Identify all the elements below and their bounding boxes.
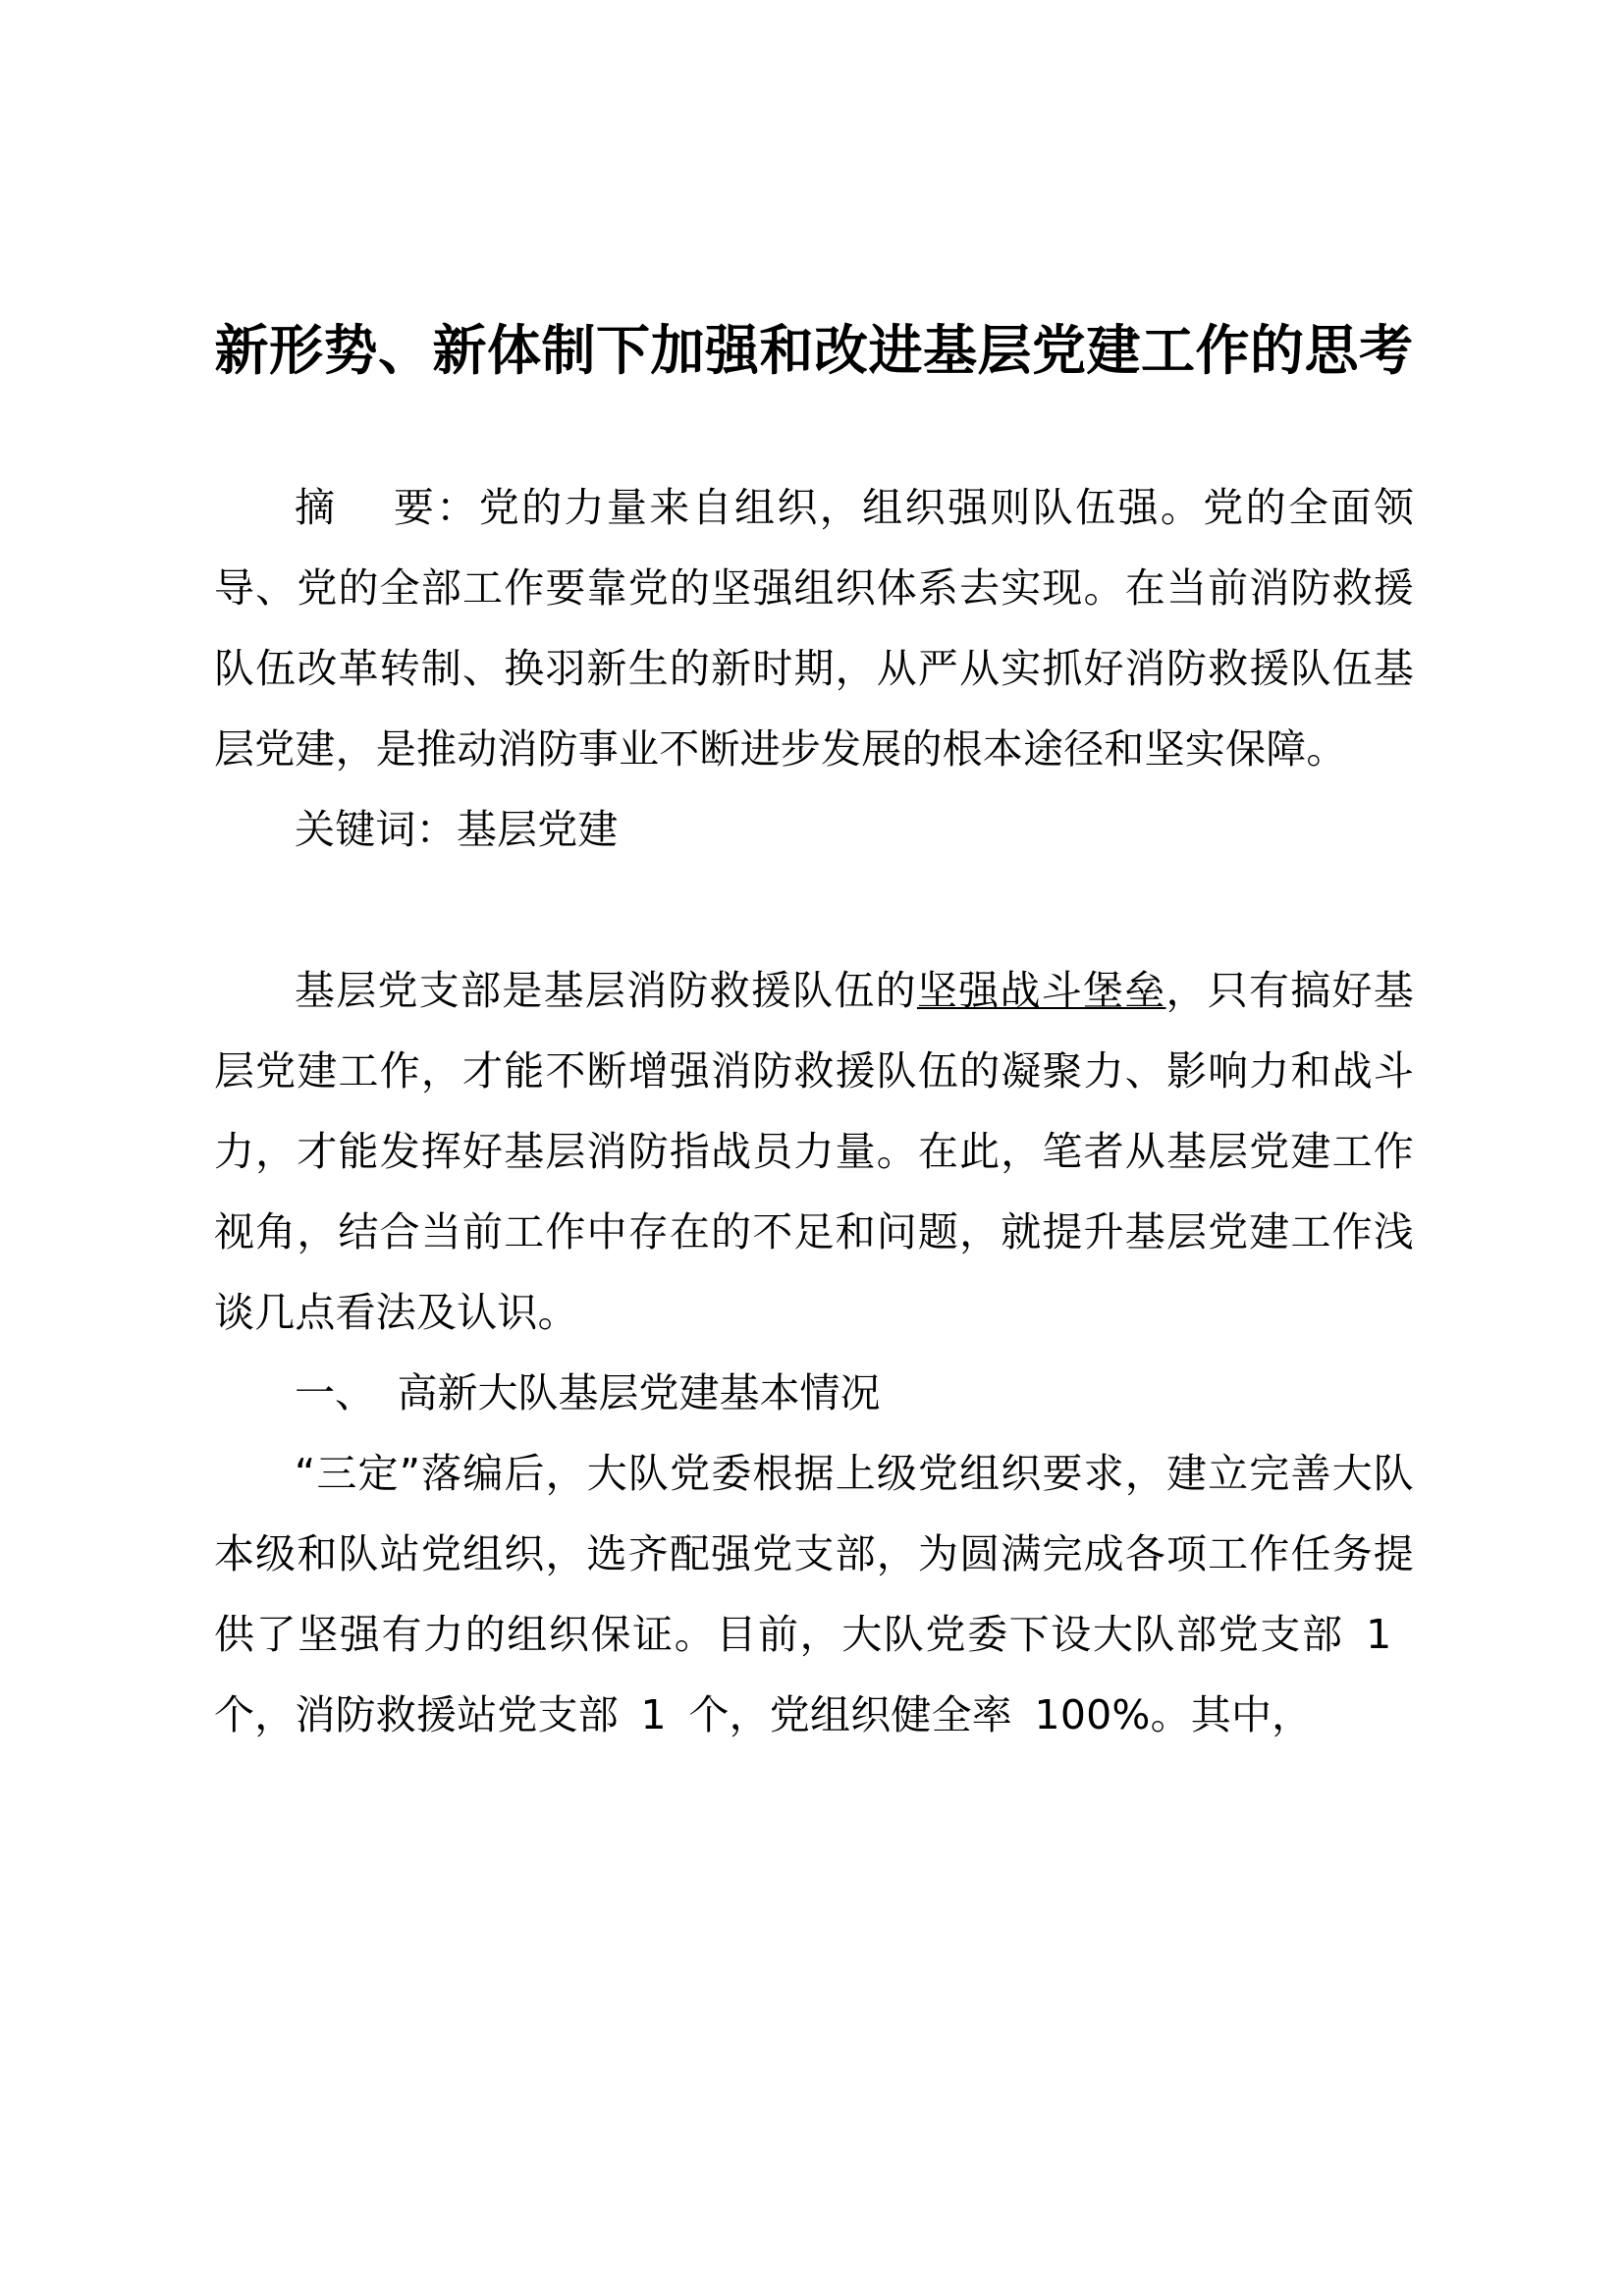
keywords-value: 基层党建 — [456, 806, 619, 854]
section-one-number: 一、 — [295, 1369, 375, 1417]
section-one-heading — [214, 1353, 1414, 1433]
keywords-paragraph — [214, 789, 1414, 870]
intro-text-lead: 基层党支部是基层消防救援队伍的 — [295, 967, 917, 1015]
section-one-text-4: 。其中， — [1150, 1691, 1313, 1739]
section-one-text-3: 个，党组织健全率 — [688, 1691, 1012, 1739]
intro-text-tail: ，只有搞好基层党建工作，才能不断增强消防救援队伍的凝聚力、影响力和战斗力，才能发挥好基层消防指战员力量。在此，笔者从基层党建工作视角，结合当前工作中存在的不足和问题，就提升基层党建工作浅谈几点看法及认识。 — [214, 967, 1415, 1337]
party-org-coverage-rate: 100% — [1034, 1691, 1151, 1739]
section-one-text-1: “三定”落编后，大队党委根据上级党组织要求，建立完善大队本级和队站党组织，选齐配强党支部，为圆满完成各项工作任务提供了坚强有力的组织保证。目前，大队党委下设大队部党支部 — [214, 1450, 1414, 1659]
section-one-paragraph — [214, 1433, 1414, 1755]
branch-count-two: 1 — [640, 1691, 667, 1739]
paragraph-spacer — [214, 870, 1414, 950]
section-one-text-2: 个，消防救援站党支部 — [214, 1691, 619, 1739]
page-content-column — [214, 0, 1414, 1755]
keywords-label: 关键词： — [295, 806, 457, 854]
intro-emphasis-text: 坚强战斗堡垒 — [916, 967, 1166, 1015]
page-title: 新形势、新体制下加强和改进基层党建工作的思考 — [214, 319, 1414, 382]
abstract-label-yao: 要： — [391, 484, 479, 532]
branch-count-one: 1 — [1366, 1611, 1392, 1659]
abstract-paragraph — [214, 467, 1414, 789]
intro-paragraph — [214, 950, 1414, 1353]
section-one-heading-text: 高新大队基层党建基本情况 — [397, 1369, 881, 1417]
abstract-text: 党的力量来自组织，组织强则队伍强。党的全面领导、党的全部工作要靠党的坚强组织体系去实现。在当前消防救援队伍改革转制、换羽新生的新时期，从严从实抓好消防救援队伍基层党建，是推动消防事业不断进步发展的根本途径和坚实保障。 — [214, 484, 1414, 774]
abstract-label-zhai: 摘 — [295, 484, 338, 532]
